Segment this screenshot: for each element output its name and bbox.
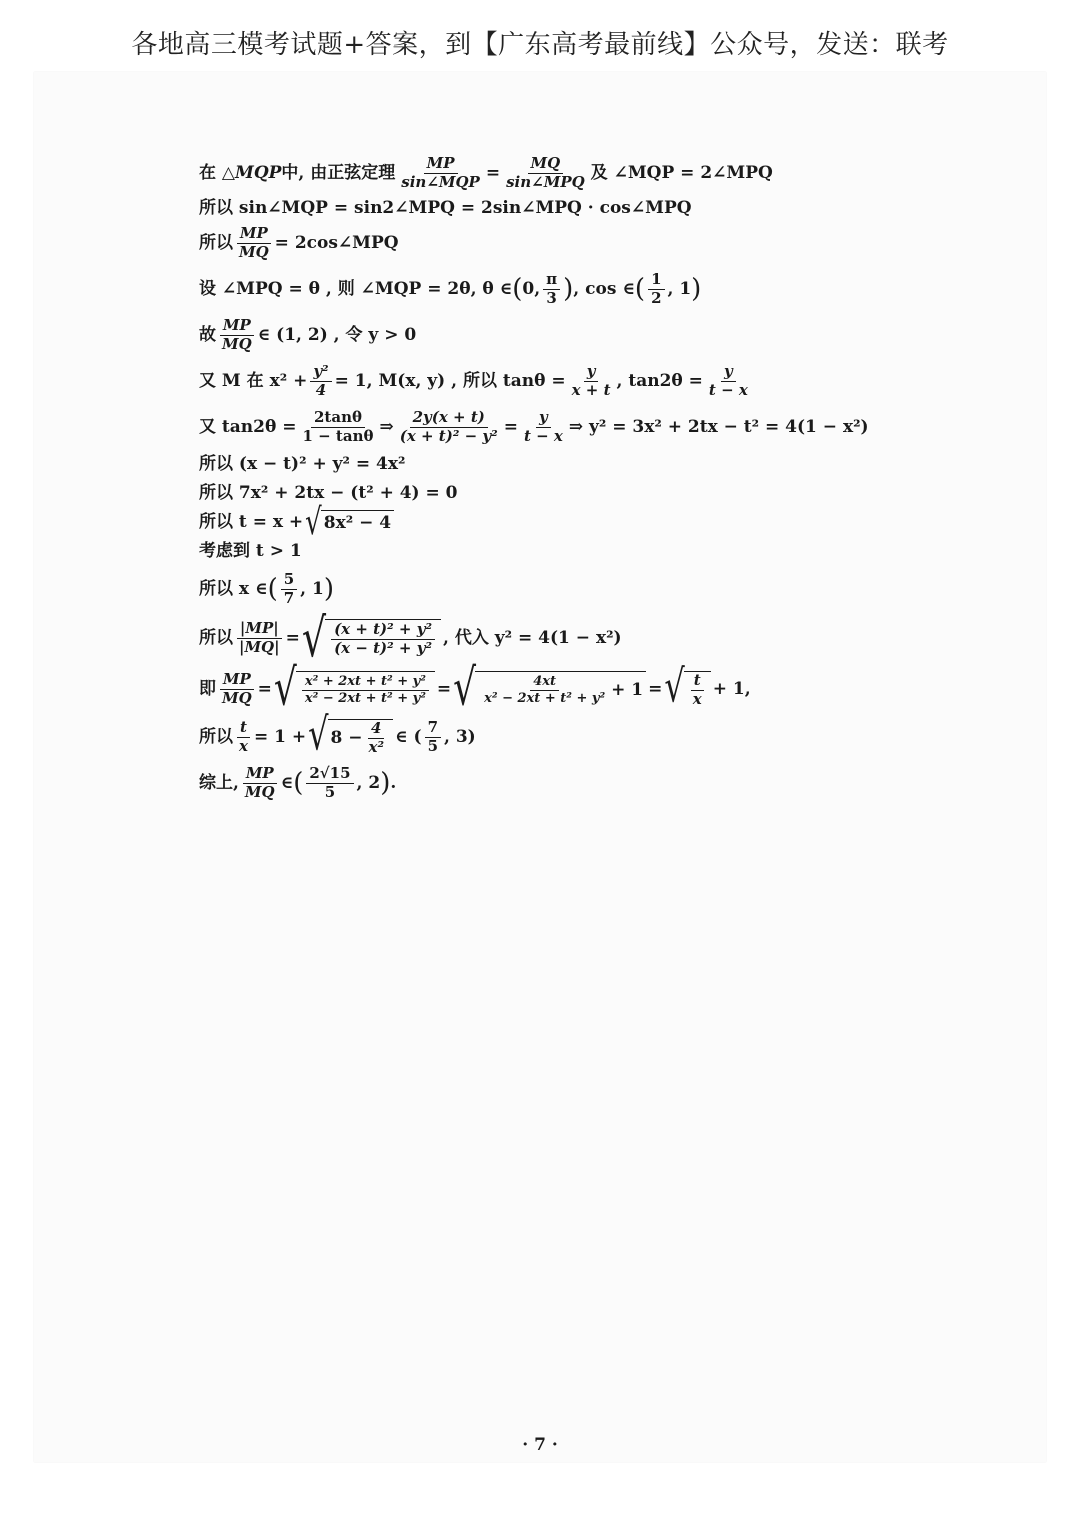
- numerator: MP: [220, 672, 254, 690]
- denominator: x + t: [571, 380, 611, 399]
- fraction: [569, 361, 614, 399]
- fraction: [521, 407, 566, 445]
- denominator: sin∠MPQ: [506, 172, 585, 191]
- fraction: [425, 717, 441, 755]
- line-1: [199, 150, 959, 196]
- square-root: [273, 659, 435, 717]
- denominator: t − x: [708, 380, 748, 399]
- paren: ): [691, 274, 702, 304]
- paren: ): [563, 274, 574, 304]
- line-8: [199, 450, 959, 479]
- line-2: [199, 196, 959, 220]
- square-root: [305, 501, 394, 544]
- numerator: y: [536, 410, 551, 428]
- denominator: 7: [283, 588, 295, 607]
- text: 中, 由正弦定理: [281, 162, 396, 183]
- text: , cos ∈: [573, 278, 635, 299]
- text: 所以 x ∈: [199, 578, 268, 599]
- denominator: (x + t)² − y²: [399, 426, 498, 445]
- text: = 1, M(x, y) , 所以 tanθ =: [334, 370, 566, 391]
- numerator: 4: [368, 721, 384, 739]
- text: 及 ∠MQP = 2∠MPQ: [590, 162, 773, 183]
- denominator: x: [692, 689, 702, 708]
- text: =: [436, 678, 452, 699]
- text: 0,: [522, 278, 541, 299]
- radical-sign: √: [301, 607, 327, 669]
- fraction: [366, 718, 388, 756]
- denominator: 2: [651, 288, 662, 307]
- numerator: MP: [424, 156, 458, 174]
- radical-sign: √: [664, 659, 685, 713]
- denominator: MQ: [244, 782, 275, 801]
- text: =: [285, 627, 300, 648]
- fraction: [302, 675, 429, 705]
- denominator: MQ: [222, 334, 252, 353]
- fraction: [219, 315, 255, 353]
- fraction: [690, 670, 705, 708]
- denominator: (x − t)² + y²: [334, 638, 433, 657]
- text: ∈ (1, 2) , 令 y > 0: [257, 324, 417, 345]
- text: 又 tan2θ =: [199, 416, 297, 437]
- denominator: MQ: [239, 242, 269, 261]
- fraction: [219, 669, 255, 707]
- fraction: [397, 407, 501, 445]
- text: + 1: [611, 679, 644, 700]
- text: 在 △: [199, 162, 235, 183]
- text: + 1,: [712, 678, 751, 699]
- text: 综上,: [199, 772, 239, 793]
- numerator: MP: [237, 226, 271, 244]
- text: = 1 +: [253, 726, 307, 747]
- numerator: 1: [648, 272, 664, 290]
- text: , 3): [444, 726, 476, 747]
- radical-sign: √: [273, 659, 297, 717]
- denominator: sin∠MQP: [401, 172, 480, 191]
- radicand: [296, 671, 435, 707]
- denominator: t − x: [523, 426, 563, 445]
- text: 即: [199, 678, 216, 699]
- radical-sign: √: [305, 501, 322, 544]
- text: , 1: [667, 278, 692, 299]
- equals: =: [485, 162, 501, 183]
- numerator: MQ: [528, 156, 564, 174]
- text: 设 ∠MPQ = θ , 则 ∠MQP = 2θ, θ ∈: [199, 278, 513, 299]
- paren: (: [634, 274, 646, 304]
- numerator: 2tanθ: [311, 410, 365, 428]
- text: MQP: [235, 162, 282, 183]
- denominator: 5: [324, 782, 336, 801]
- promo-banner: 各地高三模考试题+答案，到【广东高考最前线】公众号，发送：联考: [131, 30, 949, 60]
- text: , 1: [300, 578, 324, 599]
- denominator: 5: [427, 736, 438, 755]
- numerator: (x + t)² + y²: [331, 622, 435, 640]
- fraction: [648, 269, 664, 307]
- fraction: [242, 763, 278, 801]
- text: 考虑到 t > 1: [199, 541, 302, 562]
- square-root: [453, 659, 646, 717]
- text: 故: [199, 324, 216, 345]
- radicand: [328, 719, 394, 756]
- denominator: 3: [546, 288, 557, 307]
- numerator: x² + 2xt + t² + y²: [302, 675, 429, 691]
- numerator: π: [543, 272, 560, 290]
- numerator: MP: [220, 318, 254, 336]
- radical-sign: √: [453, 659, 477, 717]
- text: 8 −: [330, 727, 363, 748]
- text: =: [503, 416, 518, 437]
- line-6: [199, 358, 959, 404]
- text: , 代入 y² = 4(1 − x²): [443, 627, 622, 648]
- fraction: [310, 361, 331, 399]
- numerator: 7: [425, 720, 441, 738]
- paren: ): [380, 768, 391, 798]
- text: =: [648, 678, 663, 699]
- text: 所以 sin∠MQP = sin2∠MPQ = 2sin∠MPQ · cos∠MPQ: [199, 197, 692, 218]
- numerator: 2√15: [306, 766, 353, 784]
- text: ∈ (: [395, 726, 422, 747]
- line-16: [199, 760, 959, 806]
- line-13: [199, 607, 959, 669]
- line-12: [199, 566, 959, 612]
- denominator: 4: [315, 380, 327, 399]
- fraction: [481, 675, 608, 705]
- square-root: [664, 659, 710, 713]
- fraction: [503, 153, 588, 191]
- fraction: [543, 269, 560, 307]
- numerator: |MP|: [237, 621, 282, 639]
- text: 所以: [199, 726, 233, 747]
- numerator: 5: [281, 572, 297, 590]
- fraction: [236, 223, 272, 261]
- text: 所以: [199, 232, 233, 253]
- paren: (: [512, 274, 523, 304]
- denominator: 1 − tanθ: [302, 426, 374, 445]
- denominator: x: [239, 736, 248, 755]
- fraction: [306, 763, 353, 801]
- numerator: y: [584, 364, 599, 382]
- fraction: [299, 407, 376, 445]
- fraction: [331, 619, 435, 657]
- line-7: [199, 404, 959, 450]
- denominator: |MQ|: [239, 637, 280, 656]
- line-14: [199, 659, 959, 717]
- text: ⇒ y² = 3x² + 2tx − t² = 4(1 − x²): [568, 416, 869, 437]
- radicand: [325, 619, 441, 657]
- text: 所以 t = x +: [199, 512, 304, 533]
- numerator: y²: [310, 364, 331, 382]
- text: , tan2θ =: [616, 370, 703, 391]
- numerator: 4xt: [530, 675, 559, 691]
- denominator: x²: [368, 737, 385, 756]
- text: 所以 7x² + 2tx − (t² + 4) = 0: [199, 483, 458, 504]
- radicand: [684, 671, 711, 708]
- numerator: 2y(x + t): [410, 410, 488, 428]
- text: =: [257, 678, 272, 699]
- numerator: t: [237, 720, 250, 738]
- denominator: x² − 2xt + t² + y²: [484, 690, 606, 706]
- text: ∈: [280, 772, 294, 793]
- numerator: t: [691, 673, 704, 691]
- numerator: y: [721, 364, 736, 382]
- line-3: [199, 220, 959, 266]
- scanned-page: [34, 72, 1046, 1462]
- text: 所以: [199, 627, 233, 648]
- line-15: [199, 707, 959, 761]
- radicand: [475, 671, 646, 707]
- radicand: 8x² − 4: [321, 510, 394, 536]
- text: 所以 (x − t)² + y² = 4x²: [199, 454, 406, 475]
- text: , 2: [356, 772, 381, 793]
- text: ⇒: [379, 416, 394, 437]
- fraction: [236, 618, 283, 656]
- text: .: [390, 772, 397, 793]
- square-root: [308, 707, 393, 761]
- paren: ): [323, 574, 334, 604]
- line-10: [199, 501, 959, 544]
- fraction: [706, 361, 751, 399]
- denominator: x² − 2xt + t² + y²: [304, 690, 426, 706]
- page-number: · 7 ·: [522, 1435, 558, 1455]
- paren: (: [267, 574, 278, 604]
- paren: (: [293, 768, 304, 798]
- fraction: [236, 717, 251, 755]
- radical-sign: √: [308, 707, 329, 761]
- text: 又 M 在 x² +: [199, 370, 308, 391]
- fraction: [281, 569, 297, 607]
- fraction: [398, 153, 483, 191]
- numerator: MP: [243, 766, 277, 784]
- square-root: [301, 607, 441, 669]
- text: = 2cos∠MPQ: [274, 232, 399, 253]
- line-4: [199, 266, 959, 312]
- denominator: MQ: [222, 688, 252, 707]
- line-5: [199, 312, 959, 358]
- solution-text: [199, 150, 959, 806]
